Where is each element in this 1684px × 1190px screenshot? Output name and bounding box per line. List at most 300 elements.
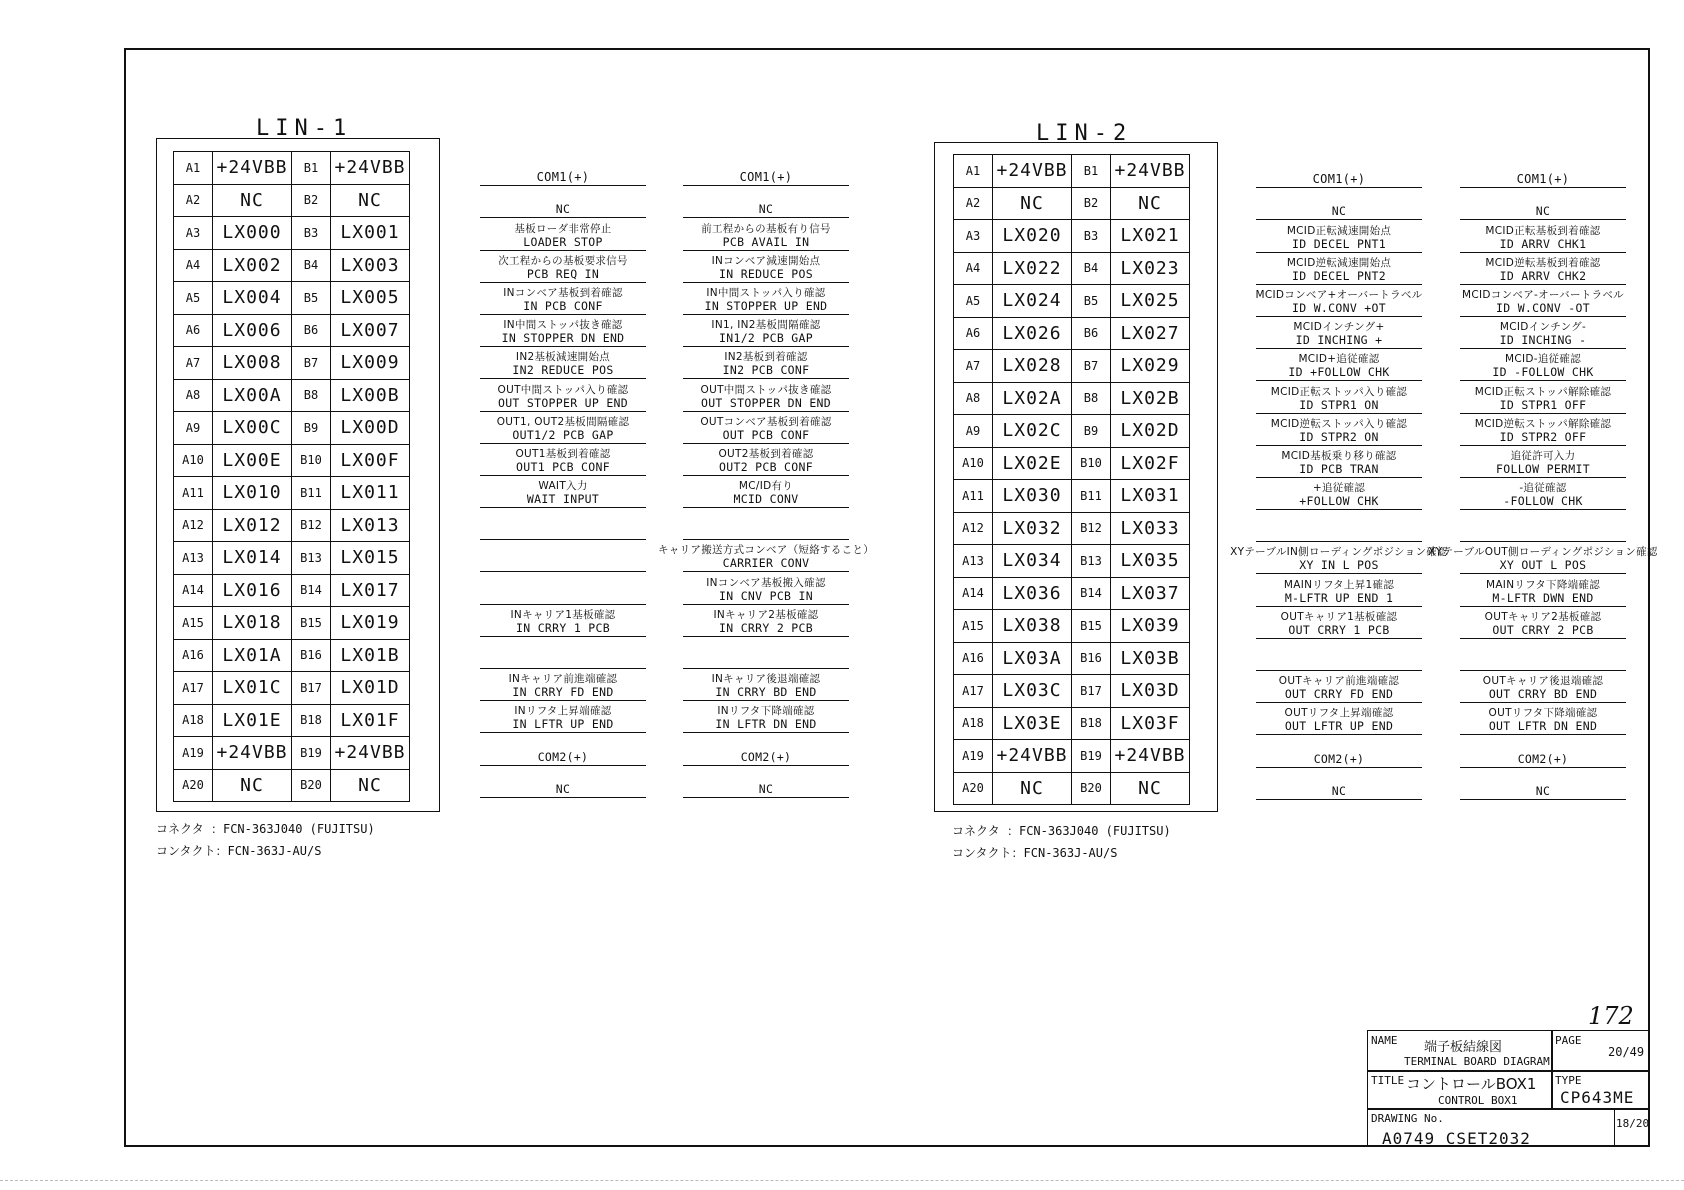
desc-en: OUT PCB CONF xyxy=(722,427,810,442)
pin-label-b: B17 xyxy=(1072,675,1111,708)
signal-desc-cell xyxy=(683,251,849,283)
pin-row xyxy=(954,285,1190,318)
pin-signal-a: NC xyxy=(993,187,1072,220)
pin-signal-b: LX031 xyxy=(1111,480,1190,513)
pin-row xyxy=(954,447,1190,480)
pin-label-a: A19 xyxy=(174,737,213,770)
pin-signal-b: LX03F xyxy=(1111,707,1190,740)
pin-signal-b: LX023 xyxy=(1111,252,1190,285)
pin-signal-a: LX020 xyxy=(993,220,1072,253)
desc-jp: IN中間ストッパ抜き確認 xyxy=(503,319,623,332)
pin-label-a: A14 xyxy=(954,577,993,610)
signal-desc-cell xyxy=(480,701,646,733)
signal-desc-cell xyxy=(1460,381,1626,413)
desc-jp: OUTキャリア2基板確認 xyxy=(1484,610,1602,623)
desc-jp: キャリア搬送方式コンベア（短絡すること） xyxy=(658,544,874,557)
desc-jp: OUT中間ストッパ抜き確認 xyxy=(700,383,832,396)
desc-jp: MCIDコンベア-オーバートラベル xyxy=(1462,288,1624,301)
pin-row xyxy=(174,639,410,672)
pin-label-a: A20 xyxy=(174,769,213,802)
pin-row xyxy=(174,249,410,282)
desc-en: XY OUT L POS xyxy=(1499,558,1587,573)
pin-signal-a: +24VBB xyxy=(213,152,292,185)
pin-signal-b: LX02F xyxy=(1111,447,1190,480)
desc-jp: INリフタ上昇端確認 xyxy=(514,705,612,718)
signal-desc-cell xyxy=(1256,446,1422,478)
desc-jp: XYテーブルOUT側ローディングポジション確認 xyxy=(1428,546,1658,559)
pin-row xyxy=(174,347,410,380)
signal-desc-cell xyxy=(480,476,646,508)
desc-jp: INキャリア前進端確認 xyxy=(508,673,618,686)
pin-row xyxy=(954,740,1190,773)
desc-en: NC xyxy=(1331,204,1347,219)
signal-desc-cell xyxy=(1460,156,1626,188)
pin-label-b: B7 xyxy=(292,347,331,380)
pin-signal-a: LX030 xyxy=(993,480,1072,513)
pin-label-a: A12 xyxy=(174,509,213,542)
pin-label-a: A9 xyxy=(954,415,993,448)
pin-signal-b: +24VBB xyxy=(331,152,410,185)
pin-signal-b: LX029 xyxy=(1111,350,1190,383)
desc-jp: 次工程からの基板要求信号 xyxy=(498,254,628,267)
pin-signal-a: LX038 xyxy=(993,610,1072,643)
pin-signal-b: LX039 xyxy=(1111,610,1190,643)
pin-label-b: B8 xyxy=(1072,382,1111,415)
pin-signal-a: LX02E xyxy=(993,447,1072,480)
desc-jp: MCID-追従確認 xyxy=(1504,353,1582,366)
title-cell xyxy=(1367,1070,1553,1110)
title-jp: コントロールBOX1 xyxy=(1406,1075,1537,1093)
pin-row xyxy=(954,512,1190,545)
pin-signal-a: +24VBB xyxy=(993,740,1072,773)
signal-desc-cell xyxy=(683,701,849,733)
pin-signal-b: LX021 xyxy=(1111,220,1190,253)
pin-signal-a: NC xyxy=(213,769,292,802)
desc-jp: MCIDインチング- xyxy=(1499,321,1587,334)
signal-desc-cell xyxy=(1460,317,1626,349)
pin-label-a: A7 xyxy=(954,350,993,383)
desc-jp: MCIDインチング+ xyxy=(1293,321,1385,334)
signal-desc-cell xyxy=(1460,607,1626,639)
pin-signal-a: LX032 xyxy=(993,512,1072,545)
desc-jp: MCID正転減速開始点 xyxy=(1286,224,1392,237)
pin-row xyxy=(954,252,1190,285)
desc-jp: MCID基板乗り移り確認 xyxy=(1281,449,1397,462)
desc-en: ID DECEL PNT2 xyxy=(1292,268,1386,283)
pin-label-b: B6 xyxy=(292,314,331,347)
signal-desc-cell xyxy=(1256,285,1422,317)
pin-label-a: A15 xyxy=(954,610,993,643)
signal-desc-cell xyxy=(1256,574,1422,606)
signal-desc-cell xyxy=(683,444,849,476)
signal-desc-cell xyxy=(683,476,849,508)
signal-desc-cell xyxy=(1256,317,1422,349)
page-edge-line xyxy=(0,1180,1684,1181)
pin-label-a: A13 xyxy=(174,542,213,575)
desc-jp: MC/ID有り xyxy=(738,480,794,493)
signal-desc-cell xyxy=(683,669,849,701)
signal-desc-cell xyxy=(683,347,849,379)
pin-signal-a: LX008 xyxy=(213,347,292,380)
signal-desc-cell xyxy=(1460,188,1626,220)
signal-desc-cell xyxy=(683,637,849,669)
signal-desc-cell xyxy=(480,379,646,411)
desc-jp: OUT1基板到着確認 xyxy=(515,447,611,460)
lin1-desc-column-b xyxy=(658,154,874,798)
signal-desc-cell xyxy=(1460,285,1626,317)
pin-label-b: B9 xyxy=(292,412,331,445)
pin-signal-b: LX019 xyxy=(331,607,410,640)
desc-jp: MCID正転ストッパ入り確認 xyxy=(1270,385,1408,398)
pin-label-b: B18 xyxy=(1072,707,1111,740)
pin-signal-a: NC xyxy=(213,184,292,217)
pin-row xyxy=(174,379,410,412)
pin-signal-a: LX012 xyxy=(213,509,292,542)
pin-label-a: A18 xyxy=(954,707,993,740)
pin-signal-a: LX01A xyxy=(213,639,292,672)
desc-jp: IN1, IN2基板間隔確認 xyxy=(711,319,821,332)
desc-en: IN CRRY FD END xyxy=(512,685,614,700)
signal-desc-cell xyxy=(480,508,646,540)
signal-desc-cell xyxy=(480,605,646,637)
pin-label-b: B20 xyxy=(292,769,331,802)
desc-en: XY IN L POS xyxy=(1299,558,1379,573)
desc-jp: IN中間ストッパ入り確認 xyxy=(706,286,826,299)
pin-row xyxy=(954,220,1190,253)
pin-label-b: B4 xyxy=(292,249,331,282)
pin-label-a: A13 xyxy=(954,545,993,578)
pin-label-b: B3 xyxy=(1072,220,1111,253)
desc-en: IN LFTR DN END xyxy=(715,717,817,732)
pin-signal-b: NC xyxy=(1111,187,1190,220)
signal-desc-cell xyxy=(1460,253,1626,285)
pin-label-a: A19 xyxy=(954,740,993,773)
pin-label-a: A15 xyxy=(174,607,213,640)
desc-en: OUT LFTR UP END xyxy=(1284,719,1394,734)
pin-signal-b: LX003 xyxy=(331,249,410,282)
desc-en: IN CRRY 1 PCB xyxy=(516,620,610,635)
pin-signal-b: LX037 xyxy=(1111,577,1190,610)
pin-label-b: B18 xyxy=(292,704,331,737)
pin-signal-b: LX027 xyxy=(1111,317,1190,350)
desc-en: CARRIER CONV xyxy=(722,556,810,571)
signal-desc-cell xyxy=(683,379,849,411)
lin2-title: LIN-2 xyxy=(1036,121,1133,146)
desc-jp: 追従許可入力 xyxy=(1510,449,1576,462)
pin-row xyxy=(174,737,410,770)
pin-label-b: B5 xyxy=(1072,285,1111,318)
pin-label-b: B3 xyxy=(292,217,331,250)
signal-desc-cell xyxy=(1460,735,1626,767)
pin-signal-a: LX016 xyxy=(213,574,292,607)
sheet-value: 18/20 xyxy=(1616,1117,1650,1130)
pin-signal-b: LX00F xyxy=(331,444,410,477)
pin-row xyxy=(954,382,1190,415)
pin-signal-a: LX01E xyxy=(213,704,292,737)
pin-label-b: B15 xyxy=(292,607,331,640)
desc-en: ID -FOLLOW CHK xyxy=(1492,365,1594,380)
desc-en: COM1(+) xyxy=(1312,172,1366,187)
drawing-value: A0749 CSET2032 xyxy=(1382,1129,1531,1148)
desc-en: ID STPR2 ON xyxy=(1299,429,1379,444)
desc-en: NC xyxy=(555,202,571,217)
pin-label-a: A5 xyxy=(174,282,213,315)
pin-label-a: A14 xyxy=(174,574,213,607)
pin-label-a: A4 xyxy=(174,249,213,282)
pin-label-a: A17 xyxy=(954,675,993,708)
signal-desc-cell xyxy=(480,315,646,347)
desc-en: +FOLLOW CHK xyxy=(1299,494,1379,509)
desc-en: ID PCB TRAN xyxy=(1299,461,1379,476)
desc-en: ID STPR2 OFF xyxy=(1499,429,1587,444)
pin-row xyxy=(954,187,1190,220)
pin-label-a: A4 xyxy=(954,252,993,285)
pin-signal-b: NC xyxy=(331,769,410,802)
desc-jp: MCID逆転基板到着確認 xyxy=(1485,256,1601,269)
pin-row xyxy=(954,350,1190,383)
desc-jp: -追従確認 xyxy=(1519,482,1567,495)
signal-desc-cell xyxy=(1256,220,1422,252)
pin-row xyxy=(954,545,1190,578)
pin-label-b: B10 xyxy=(1072,447,1111,480)
pin-signal-a: LX000 xyxy=(213,217,292,250)
pin-label-b: B13 xyxy=(1072,545,1111,578)
pin-signal-a: LX002 xyxy=(213,249,292,282)
desc-jp: +追従確認 xyxy=(1312,482,1366,495)
pin-signal-a: LX03E xyxy=(993,707,1072,740)
desc-en: MCID CONV xyxy=(733,492,799,507)
lin2-pin-table xyxy=(953,154,1190,805)
pin-signal-b: LX03D xyxy=(1111,675,1190,708)
signal-desc-cell xyxy=(1256,478,1422,510)
pin-label-a: A16 xyxy=(954,642,993,675)
pin-label-b: B16 xyxy=(1072,642,1111,675)
pin-label-a: A6 xyxy=(954,317,993,350)
pin-signal-b: NC xyxy=(331,184,410,217)
pin-row xyxy=(174,282,410,315)
signal-desc-cell xyxy=(683,572,849,604)
type-value: CP643ME xyxy=(1560,1088,1635,1107)
desc-en: IN2 REDUCE POS xyxy=(512,363,614,378)
pin-signal-b: +24VBB xyxy=(1111,155,1190,188)
pin-signal-a: LX018 xyxy=(213,607,292,640)
pin-row xyxy=(954,317,1190,350)
pin-label-b: B1 xyxy=(292,152,331,185)
desc-en: ID W.CONV -OT xyxy=(1496,300,1590,315)
signal-desc-cell xyxy=(1256,703,1422,735)
pin-label-b: B1 xyxy=(1072,155,1111,188)
desc-en: PCB REQ IN xyxy=(526,266,600,281)
pin-signal-b: LX02B xyxy=(1111,382,1190,415)
pin-label-a: A8 xyxy=(174,379,213,412)
pin-label-a: A6 xyxy=(174,314,213,347)
pin-row xyxy=(174,672,410,705)
pin-signal-b: LX009 xyxy=(331,347,410,380)
desc-jp: OUTキャリア後退端確認 xyxy=(1482,675,1604,688)
drawing-cell xyxy=(1367,1108,1650,1147)
signal-desc-cell xyxy=(480,444,646,476)
desc-jp: MCID正転ストッパ解除確認 xyxy=(1474,385,1612,398)
pin-signal-b: LX033 xyxy=(1111,512,1190,545)
pin-label-a: A18 xyxy=(174,704,213,737)
pin-signal-b: LX01D xyxy=(331,672,410,705)
desc-en: FOLLOW PERMIT xyxy=(1496,461,1590,476)
desc-jp: OUTキャリア前進端確認 xyxy=(1278,675,1400,688)
desc-en: IN STOPPER UP END xyxy=(704,298,828,313)
pin-row xyxy=(954,675,1190,708)
desc-en: IN REDUCE POS xyxy=(719,266,813,281)
pin-label-b: B5 xyxy=(292,282,331,315)
name-label: NAME xyxy=(1371,1034,1398,1047)
pin-signal-b: LX01B xyxy=(331,639,410,672)
pin-label-a: A9 xyxy=(174,412,213,445)
pin-row xyxy=(954,642,1190,675)
pin-signal-a: LX028 xyxy=(993,350,1072,383)
desc-jp: WAIT入力 xyxy=(538,480,588,493)
pin-signal-b: LX013 xyxy=(331,509,410,542)
lin1-title: LIN-1 xyxy=(256,116,353,141)
signal-desc-cell xyxy=(683,508,849,540)
desc-jp: 前工程からの基板有り信号 xyxy=(701,222,831,235)
pin-row xyxy=(954,480,1190,513)
desc-jp: INコンベア減速開始点 xyxy=(711,254,821,267)
pin-row xyxy=(954,707,1190,740)
desc-en: NC xyxy=(1535,783,1551,798)
pin-label-b: B16 xyxy=(292,639,331,672)
pin-signal-a: LX010 xyxy=(213,477,292,510)
signal-desc-cell xyxy=(480,733,646,765)
signal-desc-cell xyxy=(480,186,646,218)
pin-row xyxy=(174,152,410,185)
page-cell xyxy=(1551,1030,1650,1072)
signal-desc-cell xyxy=(480,283,646,315)
page-value: 20/49 xyxy=(1608,1045,1645,1059)
name-cell xyxy=(1367,1030,1553,1072)
pin-label-a: A10 xyxy=(954,447,993,480)
pin-row xyxy=(954,577,1190,610)
desc-jp: IN2基板減速開始点 xyxy=(515,351,611,364)
signal-desc-cell xyxy=(1256,253,1422,285)
pin-label-b: B14 xyxy=(292,574,331,607)
pin-label-b: B11 xyxy=(292,477,331,510)
signal-desc-cell xyxy=(683,412,849,444)
drawing-label: DRAWING No. xyxy=(1371,1112,1444,1125)
desc-en: COM2(+) xyxy=(1313,751,1365,766)
desc-en: ID STPR1 OFF xyxy=(1499,397,1587,412)
lin2-desc-column-b xyxy=(1428,156,1658,800)
pin-label-b: B4 xyxy=(1072,252,1111,285)
signal-desc-cell xyxy=(1460,768,1626,800)
desc-jp: MAINリフタ下降端確認 xyxy=(1485,578,1601,591)
pin-label-b: B15 xyxy=(1072,610,1111,643)
desc-en: ID +FOLLOW CHK xyxy=(1288,365,1390,380)
pin-label-b: B2 xyxy=(292,184,331,217)
pin-label-a: A12 xyxy=(954,512,993,545)
signal-desc-cell xyxy=(1256,510,1422,542)
pin-signal-b: LX007 xyxy=(331,314,410,347)
desc-jp: MCID+追従確認 xyxy=(1298,353,1380,366)
signal-desc-cell xyxy=(1256,639,1422,671)
pin-signal-a: LX03C xyxy=(993,675,1072,708)
desc-en: COM1(+) xyxy=(1516,172,1570,187)
pin-label-a: A3 xyxy=(174,217,213,250)
pin-label-a: A2 xyxy=(954,187,993,220)
signal-desc-cell xyxy=(1256,671,1422,703)
desc-jp: OUTリフタ上昇端確認 xyxy=(1284,707,1394,720)
pin-signal-a: +24VBB xyxy=(993,155,1072,188)
pin-label-b: B12 xyxy=(292,509,331,542)
desc-en: COM2(+) xyxy=(740,749,792,764)
desc-jp: OUT2基板到着確認 xyxy=(718,447,814,460)
desc-en: COM2(+) xyxy=(537,749,589,764)
signal-desc-cell xyxy=(683,605,849,637)
pin-label-b: B17 xyxy=(292,672,331,705)
desc-en: IN2 PCB CONF xyxy=(722,363,810,378)
desc-en: IN CRRY BD END xyxy=(715,685,817,700)
signal-desc-cell xyxy=(480,766,646,798)
pin-label-b: B11 xyxy=(1072,480,1111,513)
signal-desc-cell xyxy=(683,186,849,218)
desc-en: OUT LFTR DN END xyxy=(1488,719,1598,734)
signal-desc-cell xyxy=(480,218,646,250)
signal-desc-cell xyxy=(683,733,849,765)
pin-row xyxy=(174,444,410,477)
signal-desc-cell xyxy=(1460,220,1626,252)
signal-desc-cell xyxy=(1256,607,1422,639)
desc-en: IN PCB CONF xyxy=(523,298,603,313)
pin-label-b: B2 xyxy=(1072,187,1111,220)
pin-signal-a: LX01C xyxy=(213,672,292,705)
pin-signal-a: LX00A xyxy=(213,379,292,412)
pin-signal-b: LX001 xyxy=(331,217,410,250)
desc-en: NC xyxy=(1331,783,1347,798)
pin-label-a: A3 xyxy=(954,220,993,253)
pin-signal-b: LX011 xyxy=(331,477,410,510)
pin-signal-a: LX034 xyxy=(993,545,1072,578)
desc-jp: MCID逆転減速開始点 xyxy=(1286,256,1392,269)
desc-en: OUT CRRY BD END xyxy=(1488,687,1598,702)
pin-label-b: B19 xyxy=(292,737,331,770)
desc-en: IN STOPPER DN END xyxy=(501,331,625,346)
signal-desc-cell xyxy=(1460,349,1626,381)
pin-label-a: A11 xyxy=(174,477,213,510)
signal-desc-cell xyxy=(1256,768,1422,800)
pin-label-b: B9 xyxy=(1072,415,1111,448)
desc-en: COM1(+) xyxy=(739,170,793,185)
pin-label-b: B20 xyxy=(1072,772,1111,805)
signal-desc-cell xyxy=(480,251,646,283)
signal-desc-cell xyxy=(480,154,646,186)
lin2-connector-note: コネクタ ：FCN-363J040 (FUJITSU) xyxy=(952,824,1171,838)
pin-signal-a: NC xyxy=(993,772,1072,805)
pin-row xyxy=(174,412,410,445)
pin-label-a: A2 xyxy=(174,184,213,217)
pin-signal-a: LX022 xyxy=(993,252,1072,285)
lin1-connector-note: コネクタ ：FCN-363J040 (FUJITSU) xyxy=(156,822,375,836)
pin-signal-a: LX024 xyxy=(993,285,1072,318)
pin-signal-b: LX035 xyxy=(1111,545,1190,578)
pin-label-a: A16 xyxy=(174,639,213,672)
name-en: TERMINAL BOARD DIAGRAM xyxy=(1404,1055,1550,1068)
lin1-desc-column-a xyxy=(480,154,646,798)
pin-signal-b: LX01F xyxy=(331,704,410,737)
desc-en: OUT CRRY FD END xyxy=(1284,687,1394,702)
desc-jp: 基板ローダ非常停止 xyxy=(514,222,612,235)
pin-signal-a: +24VBB xyxy=(213,737,292,770)
desc-en: COM2(+) xyxy=(1517,751,1569,766)
desc-en: -FOLLOW CHK xyxy=(1503,494,1583,509)
signal-desc-cell xyxy=(683,218,849,250)
